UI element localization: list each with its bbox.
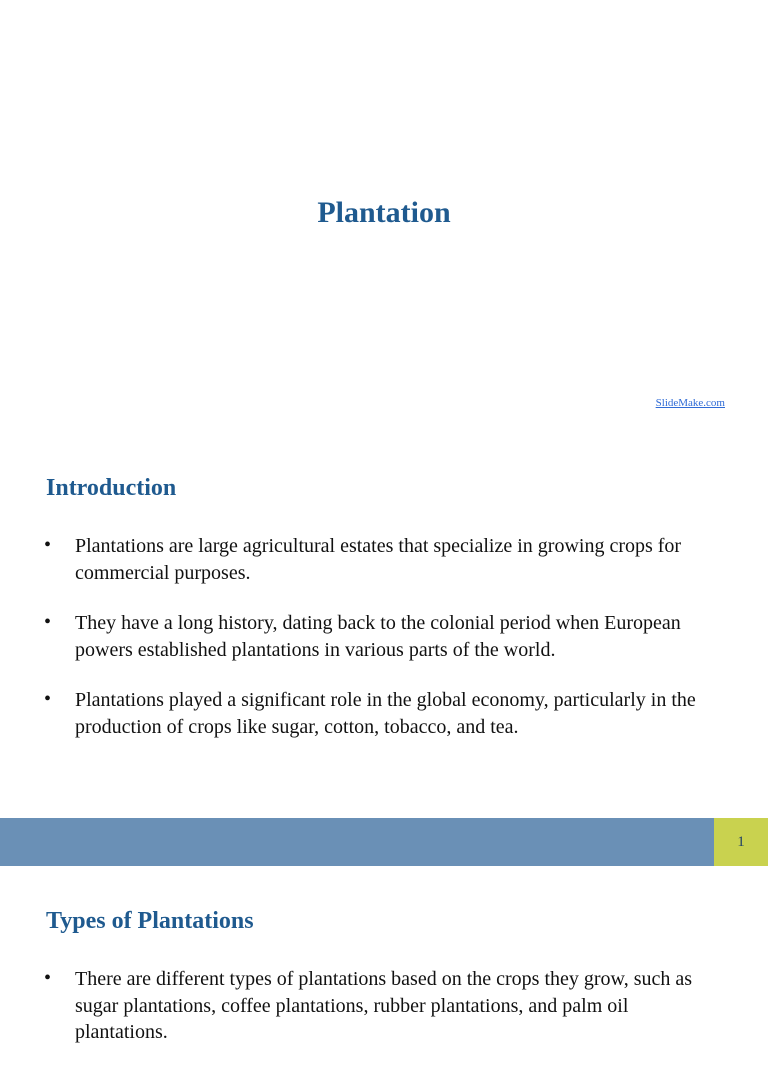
slide-title: Plantation	[317, 196, 451, 229]
bullet-item	[44, 966, 724, 1046]
page-number: 1	[737, 833, 745, 850]
bullet-icon: •	[44, 688, 52, 710]
page-number-box	[714, 818, 768, 866]
bullet-text: There are different types of plantations based on the crops they grow, such as sugar plantations, coffee plantations, rubber plantations, and palm oil plantations.	[75, 968, 693, 1043]
bullet-icon: •	[44, 534, 52, 556]
slidemake-link[interactable]: SlideMake.com	[655, 397, 725, 409]
bullet-text: Plantations are large agricultural estates that specialize in growing crops for commercial purposes.	[75, 535, 682, 584]
types-bullet-list	[44, 966, 724, 1070]
introduction-bullet-list	[44, 533, 724, 764]
footer-bar	[0, 818, 714, 866]
bullet-icon: •	[44, 967, 52, 989]
bullet-item	[44, 533, 724, 586]
bullet-text: They have a long history, dating back to the colonial period when European powers established plantations in various parts of the world.	[75, 612, 681, 661]
bullet-text: Plantations played a significant role in the global economy, particularly in the production of crops like sugar, cotton, tobacco, and tea.	[75, 689, 696, 738]
bullet-item	[44, 687, 724, 740]
bullet-icon: •	[44, 611, 52, 633]
introduction-heading: Introduction	[46, 475, 177, 501]
bullet-item	[44, 610, 724, 663]
types-of-plantations-heading: Types of Plantations	[46, 908, 254, 934]
